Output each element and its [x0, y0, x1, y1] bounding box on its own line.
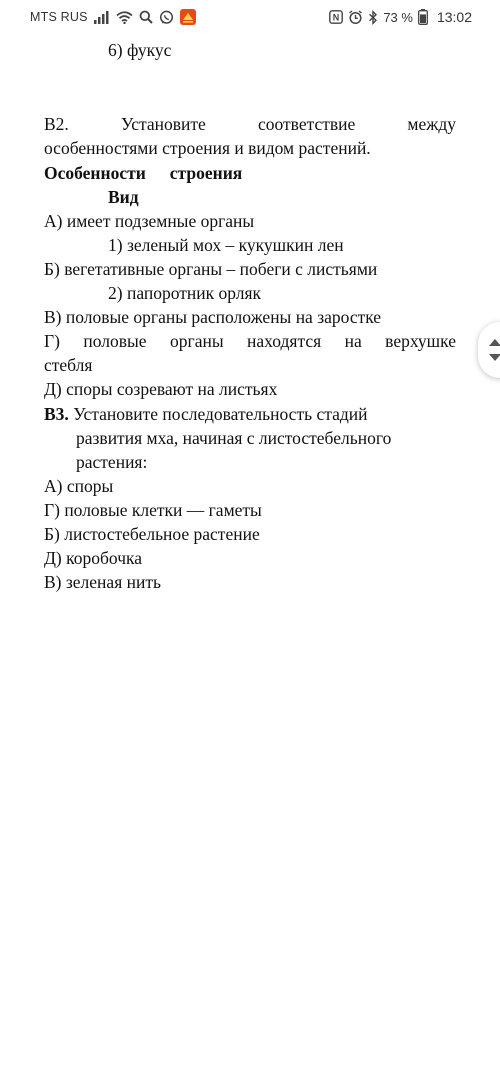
b2-kind-2: 2) папоротник орляк: [108, 283, 262, 303]
app-icon: [180, 9, 196, 25]
bluetooth-icon: [368, 10, 378, 25]
b2-word: соответствие: [257, 114, 356, 134]
prev-answer-item: 6) фукус: [108, 40, 172, 60]
b2-feature-b: Б) вегетативные органы – побеги с листьями: [44, 259, 378, 279]
column-header-kind: Вид: [108, 187, 139, 207]
svg-text:N: N: [333, 12, 340, 23]
b3-item: В) зеленая нить: [44, 572, 161, 592]
b3-question-line-3: растения:: [76, 452, 148, 472]
signal-icon: [94, 11, 110, 24]
b2-feature-g-line-1: Г) половые органы находятся на верхушке: [44, 331, 456, 351]
b3-item: А) споры: [44, 476, 114, 496]
b3-item: Г) половые клетки — гаметы: [44, 500, 262, 520]
battery-icon: [418, 9, 428, 25]
b2-word: Установите: [120, 114, 206, 134]
cut-off-text-fragment: [48, 25, 188, 31]
b2-feature-v: В) половые органы расположены на заростке: [44, 307, 382, 327]
carrier-name: MTS RUS: [30, 10, 88, 24]
wifi-icon: [116, 11, 133, 24]
whatsapp-icon: [159, 10, 174, 25]
b3-item: Б) листостебельное растение: [44, 524, 260, 544]
b2-label: В2.: [44, 114, 69, 134]
column-header-features: Особенности строения: [44, 163, 243, 183]
clock: 13:02: [436, 9, 472, 25]
b3-item: Д) коробочка: [44, 548, 143, 568]
b2-feature-d: Д) споры созревают на листьях: [44, 379, 278, 399]
b2-kind-1: 1) зеленый мох – кукушкин лен: [108, 235, 344, 255]
b3-label: В3.: [44, 404, 69, 424]
b3-question-line-2: развития мха, начиная с листостебельного: [76, 428, 392, 448]
nfc-icon: [329, 10, 343, 24]
alarm-icon: [348, 10, 363, 25]
b2-question-line-1: [44, 112, 456, 136]
b2-feature-g-line-2: стебля: [44, 355, 93, 375]
b2-word: между: [407, 114, 457, 134]
b3-question-line-1: В3. Установите последовательность стадий: [44, 404, 368, 424]
search-icon: [139, 10, 153, 24]
b2-question-line-2: особенностями строения и видом растений.: [44, 138, 371, 158]
battery-percent: 73 %: [383, 9, 413, 25]
scroll-handle[interactable]: [478, 322, 500, 378]
b2-feature-a: А) имеет подземные органы: [44, 211, 255, 231]
scroll-arrows-icon: [488, 335, 500, 370]
